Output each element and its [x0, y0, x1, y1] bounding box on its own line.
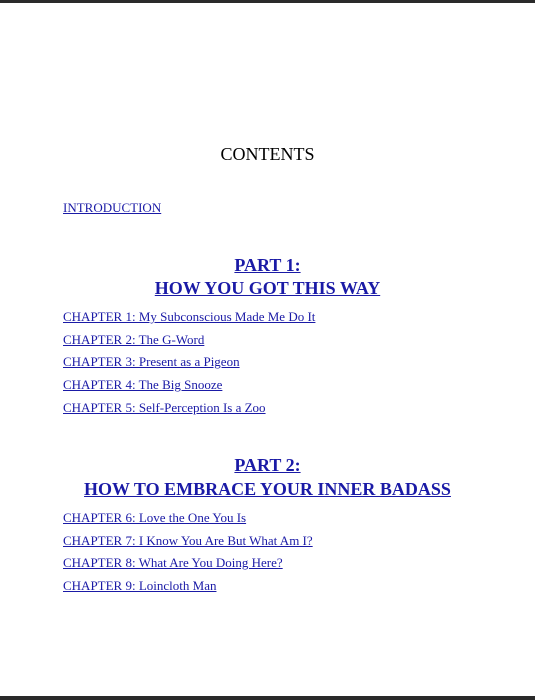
- list-item: [63, 510, 313, 533]
- toc-link-chapter-7[interactable]: CHAPTER 7: I Know You Are But What Am I?: [63, 532, 313, 548]
- part-2-chapter-list: [63, 510, 313, 601]
- toc-link-chapter-8[interactable]: CHAPTER 8: What Are You Doing Here?: [63, 555, 283, 571]
- toc-link-chapter-9[interactable]: CHAPTER 9: Loincloth Man: [63, 578, 217, 594]
- list-item: [63, 533, 313, 556]
- toc-link-chapter-4[interactable]: CHAPTER 4: The Big Snooze: [63, 377, 223, 393]
- list-item: [63, 332, 315, 355]
- bottom-border: [0, 696, 535, 700]
- part-2-title-link[interactable]: HOW TO EMBRACE YOUR INNER BADASS: [84, 479, 451, 499]
- contents-title: CONTENTS: [220, 144, 315, 164]
- toc-link-chapter-6[interactable]: CHAPTER 6: Love the One You Is: [63, 510, 247, 525]
- part-1-number-link[interactable]: PART 1:: [234, 255, 301, 275]
- list-item: [63, 354, 315, 377]
- list-item: [63, 309, 315, 332]
- toc-link-chapter-5[interactable]: CHAPTER 5: Self-Perception Is a Zoo: [63, 399, 266, 415]
- list-item: [63, 578, 313, 601]
- toc-link-chapter-1[interactable]: CHAPTER 1: My Subconscious Made Me Do It: [63, 309, 316, 324]
- list-item: [63, 377, 315, 400]
- part-2-number: [0, 454, 535, 476]
- top-border: [0, 0, 535, 3]
- part-1-chapter-list: [63, 309, 315, 422]
- part-1-title-link[interactable]: HOW YOU GOT THIS WAY: [154, 278, 381, 298]
- list-item: [63, 400, 315, 423]
- toc-link-chapter-3[interactable]: CHAPTER 3: Present as a Pigeon: [63, 354, 240, 370]
- toc-link-chapter-2[interactable]: CHAPTER 2: The G-Word: [63, 331, 205, 347]
- part-1-number: [0, 254, 535, 276]
- part-2-title: [0, 478, 535, 500]
- part-1-title: [0, 277, 535, 299]
- list-item: [63, 555, 313, 578]
- part-2-number-link[interactable]: PART 2:: [234, 455, 301, 475]
- toc-link-introduction[interactable]: INTRODUCTION: [63, 200, 162, 215]
